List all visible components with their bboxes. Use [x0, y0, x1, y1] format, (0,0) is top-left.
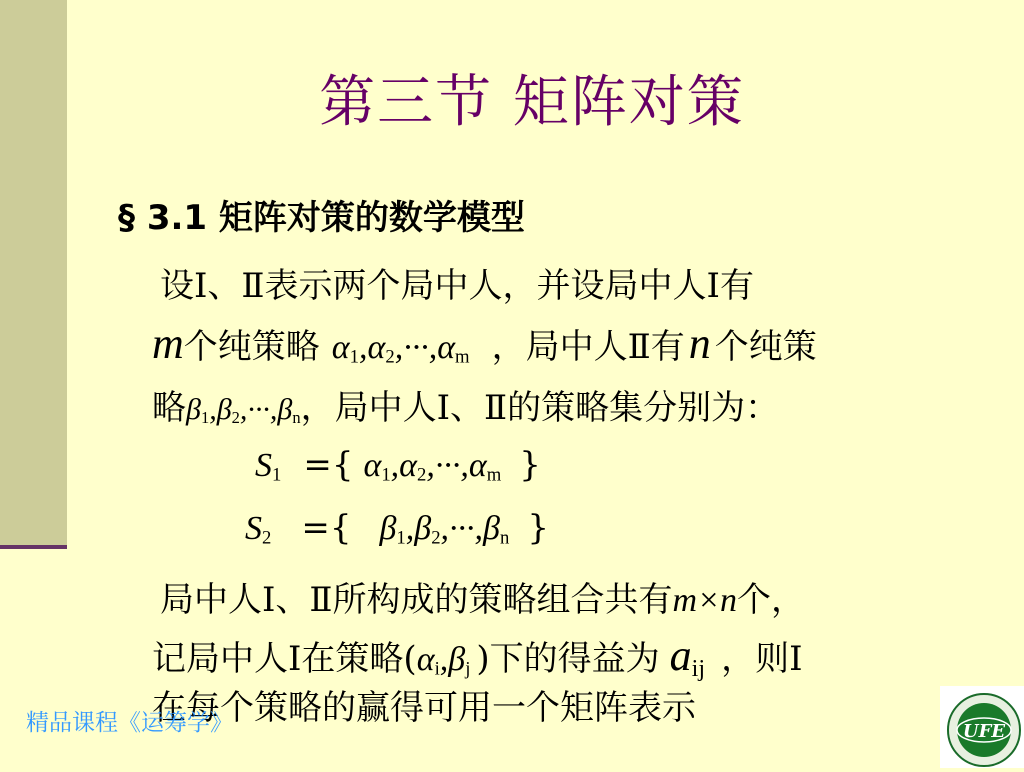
- m-times-n: m×n: [672, 582, 738, 619]
- para1-line3: [152, 380, 779, 429]
- slide-title: 第三节 矩阵对策: [319, 70, 745, 135]
- para1-line2-text-b: ，局中人Ⅱ有: [491, 327, 685, 367]
- s2-elements: $\beta_1,\beta_2,\cdot\cdot\cdot,\beta_n$: [379, 510, 510, 549]
- alpha-beta-pair: $\alpha_i,\beta_j$: [416, 641, 471, 680]
- para1-line2-text-c: 个纯策: [714, 327, 817, 367]
- side-divider: [0, 545, 67, 549]
- para1-line1: 设Ⅰ、Ⅱ表示两个局中人，并设局中人Ⅰ有: [160, 266, 754, 306]
- var-m: m: [152, 319, 184, 368]
- set-s1: $S_1$ ={ $\alpha_1,\alpha_2,\cdot\cdot\cdot,\alpha_m$ }: [255, 445, 541, 486]
- para2-line1: 局中人Ⅰ、Ⅱ所构成的策略组合共有m×n个，: [160, 580, 806, 620]
- para1-line2: [152, 318, 817, 369]
- var-n: n: [688, 319, 711, 368]
- payoff-aij: $a_{ij}$: [669, 631, 706, 683]
- s1-elements: $\alpha_1,\alpha_2,\cdot\cdot\cdot,\alpha_m$: [363, 447, 502, 486]
- section-heading: § 3.1 矩阵对策的数学模型: [118, 198, 525, 238]
- para2-line2: 记局中人Ⅰ在策略($\alpha_i,\beta_j$ )下的得益为 $a_{ij}$ ，则Ⅰ: [152, 631, 803, 683]
- para1-line3-text-a: 略: [152, 388, 186, 428]
- alpha-set-inline: $\alpha_1,\alpha_2,\cdot\cdot\cdot,\alpha_m$: [331, 329, 470, 368]
- para1-line2-text-a: 个纯策略: [183, 327, 320, 367]
- s2-label: $S_2$: [245, 510, 272, 549]
- svg-text:UFE: UFE: [962, 721, 1006, 742]
- s1-label: $S_1$: [255, 447, 282, 486]
- ufe-logo-icon: [940, 686, 1024, 768]
- para1-line3-text-b: ，局中人Ⅰ、Ⅱ的策略集分别为：: [300, 388, 780, 428]
- ufe-logo: [940, 686, 1024, 768]
- beta-set-inline: $\beta_1,\beta_2,\cdot\cdot\cdot,\beta_n$: [186, 393, 301, 428]
- footer-course-name: 精品课程《运筹学》: [26, 710, 233, 736]
- para2-line3: 在每个策略的赢得可用一个矩阵表示: [152, 688, 696, 728]
- set-s2: $S_2$ ={ $\beta_1,\beta_2,\cdot\cdot\cdot,\beta_n$ }: [245, 508, 549, 549]
